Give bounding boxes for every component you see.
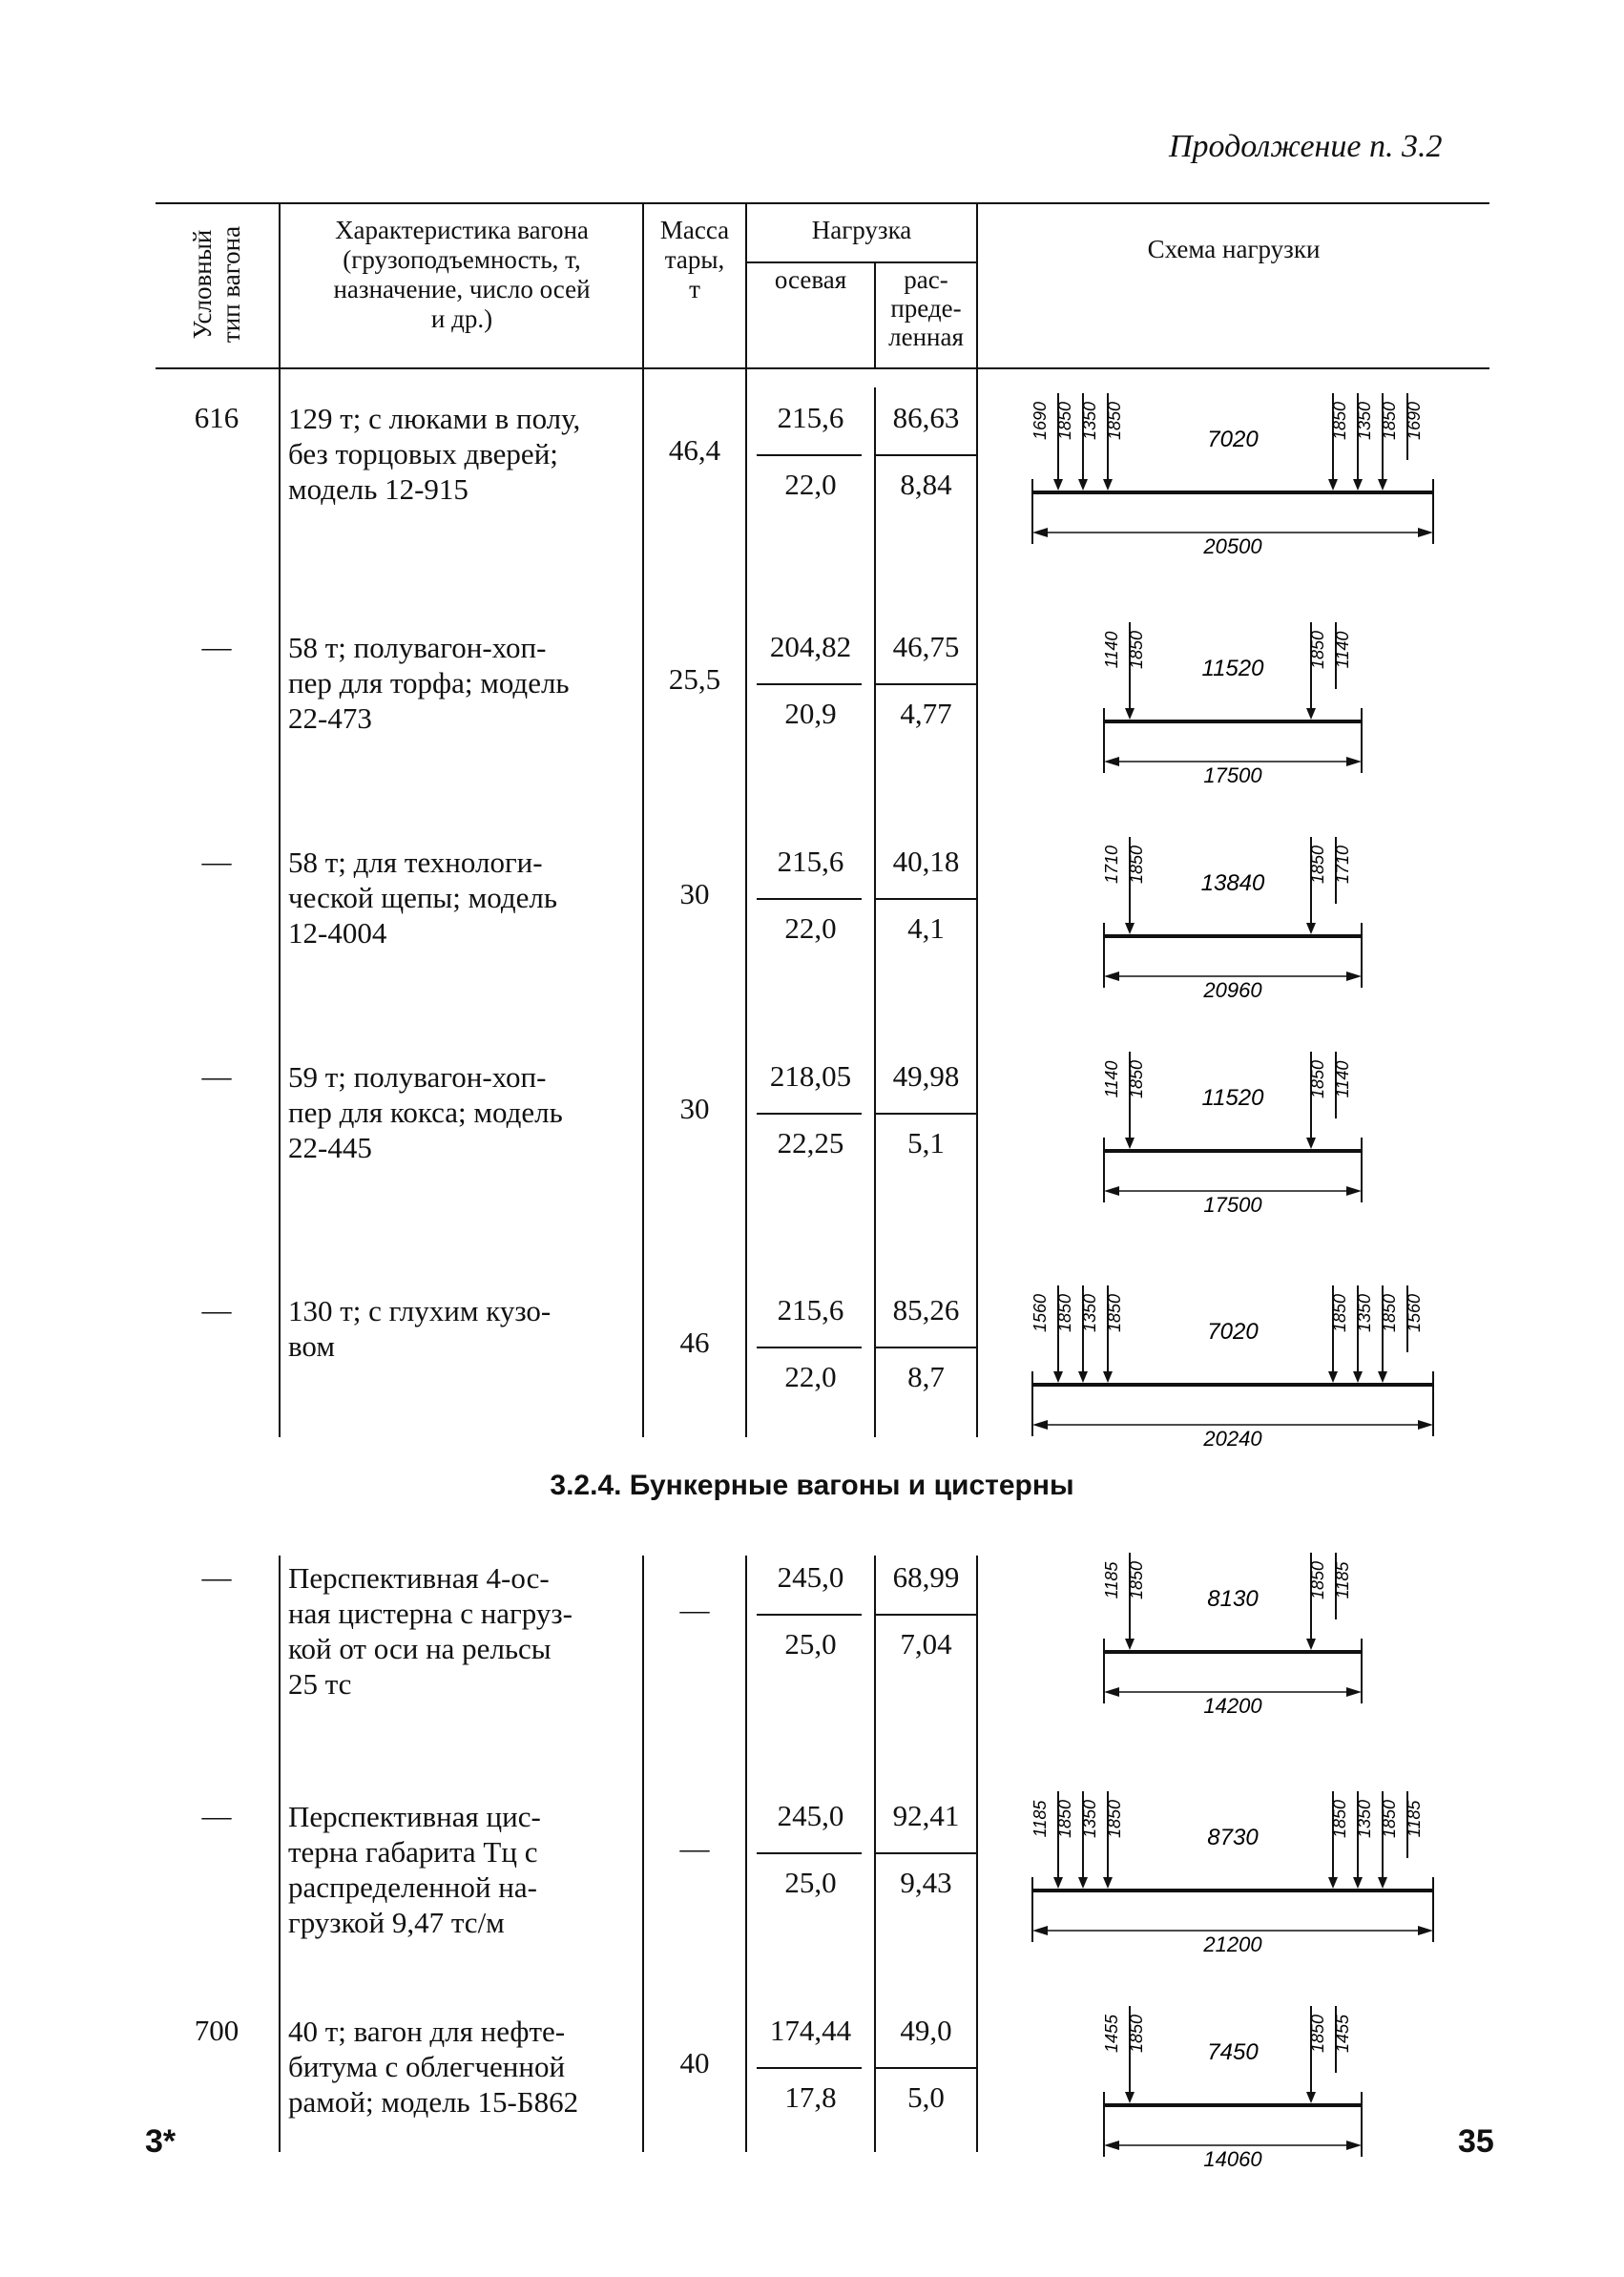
load-split-rule [876, 683, 976, 685]
load-split-rule [876, 1852, 976, 1854]
scheme-mid-spacing: 7020 [1207, 427, 1259, 452]
scheme-mid-spacing: 7020 [1207, 1319, 1259, 1345]
type-cell: — [201, 630, 232, 663]
characteristic-line: Перспективная 4-ос- [288, 1561, 550, 1595]
scheme-spacing-label: 1850 [1127, 845, 1146, 885]
mass-cell: 30 [679, 1092, 710, 1125]
scheme-arrow-right [1346, 757, 1362, 766]
axial-load-tf: 25,0 [784, 1866, 837, 1899]
scheme-spacing-label: 1850 [1127, 1059, 1146, 1099]
scheme-total-length: 17500 [1203, 1193, 1262, 1217]
axial-load-kn: 174,44 [769, 2014, 852, 2047]
scheme-arrow-right [1346, 2141, 1362, 2150]
scheme-arrow-right [1346, 971, 1362, 981]
distributed-load-kn: 85,26 [892, 1293, 960, 1327]
scheme-spacing-label: 1850 [1308, 1059, 1327, 1099]
scheme-spacing-label: 1690 [1405, 401, 1424, 441]
characteristic-line: Перспективная цис- [288, 1800, 541, 1833]
scheme-spacing-label: 1850 [1105, 1293, 1124, 1333]
load-split-rule [757, 1852, 862, 1854]
scheme-axle-arrowhead [1125, 708, 1135, 720]
axial-load-kn: 204,82 [769, 630, 852, 663]
table-top-rule [156, 202, 1489, 204]
scheme-axle-arrowhead [1053, 479, 1063, 491]
scheme-arrow-right [1346, 1687, 1362, 1697]
load-split-rule [757, 898, 862, 900]
axial-load-tf: 22,0 [784, 911, 837, 945]
scheme-spacing-label: 1850 [1330, 401, 1349, 441]
scheme-arrow-right [1346, 1186, 1362, 1196]
head-type: Условный тип вагона [188, 225, 245, 344]
axial-load-tf: 22,25 [777, 1126, 844, 1159]
load-scheme-diagram [1094, 618, 1371, 790]
scheme-spacing-label: 1850 [1105, 401, 1124, 441]
mass-cell: 40 [679, 2046, 710, 2079]
scheme-arrow-left [1032, 528, 1048, 537]
scheme-axle-arrowhead [1306, 1138, 1316, 1149]
scheme-spacing-label: 1850 [1055, 1799, 1074, 1839]
axial-load-kn: 215,6 [777, 1293, 844, 1327]
characteristic-line: 58 т; для технологи- [288, 846, 543, 879]
characteristic-line: 22-473 [288, 701, 372, 735]
characteristic-cell [288, 1799, 641, 1940]
type-cell: 616 [194, 401, 239, 434]
scheme-axle-arrowhead [1103, 1877, 1113, 1889]
characteristic-cell [288, 845, 641, 950]
load-scheme-diagram [1094, 2002, 1371, 2174]
scheme-spacing-label: 1350 [1355, 1293, 1374, 1333]
scheme-axle-arrowhead [1378, 1371, 1387, 1383]
scheme-axle-arrowhead [1328, 1371, 1338, 1383]
scheme-spacing-label: 1850 [1380, 401, 1399, 441]
head-divider [279, 202, 281, 368]
scheme-spacing-label: 1850 [1105, 1799, 1124, 1839]
characteristic-line: кой от оси на рельсы [288, 1632, 552, 1665]
mass-cell: 30 [679, 877, 710, 910]
scheme-spacing-label: 1850 [1055, 1293, 1074, 1333]
scheme-mid-spacing: 11520 [1201, 656, 1264, 681]
scheme-axle-arrowhead [1078, 479, 1088, 491]
scheme-arrow-left [1104, 1186, 1119, 1196]
head-characteristic: Характеристика вагона (грузоподъемность, т, назначение, число осей и др.) [333, 216, 591, 333]
scheme-spacing-label: 1140 [1333, 631, 1352, 669]
scheme-axle-arrowhead [1053, 1371, 1063, 1383]
characteristic-line: пер для кокса; модель [288, 1096, 563, 1129]
scheme-spacing-label: 1850 [1380, 1799, 1399, 1839]
distributed-load-kn: 49,98 [892, 1059, 960, 1093]
characteristic-cell [288, 401, 641, 507]
scheme-axle-arrowhead [1353, 479, 1363, 491]
scheme-arrow-right [1418, 1926, 1433, 1935]
mass-cell: 46,4 [668, 433, 721, 467]
scheme-axle-arrowhead [1103, 1371, 1113, 1383]
scheme-axle-arrowhead [1306, 923, 1316, 934]
scheme-axle-arrowhead [1306, 708, 1316, 720]
axial-load-kn: 245,0 [777, 1560, 844, 1594]
scheme-spacing-label: 1560 [1031, 1293, 1050, 1333]
characteristic-cell [288, 1560, 641, 1702]
type-cell: — [201, 1560, 232, 1594]
load-split-rule [757, 1113, 862, 1115]
distributed-load-tf: 8,7 [907, 1360, 945, 1393]
distributed-load-tf: 7,04 [900, 1627, 952, 1661]
distributed-load-tf: 8,84 [900, 468, 952, 501]
characteristic-line: ческой щепы; модель [288, 881, 557, 914]
scheme-axle-arrowhead [1125, 1138, 1135, 1149]
body-divider [976, 1556, 978, 2152]
scheme-spacing-label: 1560 [1405, 1293, 1424, 1333]
body-divider [279, 368, 281, 1437]
characteristic-line: 130 т; с глухим кузо- [288, 1294, 552, 1327]
scheme-axle-arrowhead [1378, 479, 1387, 491]
scheme-axle-arrowhead [1125, 923, 1135, 934]
axial-load-kn: 218,05 [769, 1059, 852, 1093]
mass-cell: 46 [679, 1326, 710, 1359]
characteristic-cell [288, 630, 641, 736]
load-split-rule [757, 2067, 862, 2069]
scheme-axle-arrowhead [1078, 1371, 1088, 1383]
load-split-rule [876, 2067, 976, 2069]
characteristic-line: 22-445 [288, 1131, 372, 1164]
characteristic-line: битума с облегченной [288, 2050, 566, 2083]
scheme-total-length: 20240 [1203, 1427, 1262, 1451]
scheme-total-length: 17500 [1203, 763, 1262, 787]
distributed-load-tf: 9,43 [900, 1866, 952, 1899]
distributed-load-kn: 49,0 [900, 2014, 952, 2047]
load-split-rule [876, 898, 976, 900]
load-scheme-diagram [1023, 1787, 1443, 1959]
load-scheme-diagram [1094, 1549, 1371, 1721]
axial-load-tf: 25,0 [784, 1627, 837, 1661]
characteristic-line: 129 т; с люками в полу, [288, 402, 581, 435]
scheme-mid-spacing: 7450 [1207, 2039, 1259, 2065]
characteristic-cell [288, 1059, 641, 1165]
scheme-arrow-left [1032, 1926, 1048, 1935]
page-number: 35 [1458, 2123, 1494, 2160]
scheme-axle-arrowhead [1353, 1877, 1363, 1889]
scheme-spacing-label: 1850 [1380, 1293, 1399, 1333]
scheme-spacing-label: 1850 [1330, 1799, 1349, 1839]
load-scheme-diagram [1023, 389, 1443, 561]
distributed-load-kn: 68,99 [892, 1560, 960, 1594]
characteristic-line: вом [288, 1329, 335, 1363]
nagruzka-rule [745, 261, 976, 263]
scheme-spacing-label: 1455 [1333, 2014, 1352, 2054]
scheme-total-length: 14060 [1203, 2147, 1262, 2171]
characteristic-cell [288, 2014, 641, 2120]
scheme-axle-arrowhead [1125, 1639, 1135, 1650]
mass-cell: 25,5 [668, 662, 721, 696]
scheme-axle-arrowhead [1103, 479, 1113, 491]
scheme-arrow-left [1104, 1687, 1119, 1697]
scheme-mid-spacing: 13840 [1200, 870, 1265, 896]
scheme-spacing-label: 1850 [1308, 630, 1327, 670]
load-split-rule [757, 683, 862, 685]
scheme-spacing-label: 1455 [1102, 2014, 1121, 2054]
mass-cell: — [679, 1831, 710, 1865]
scheme-spacing-label: 1350 [1355, 401, 1374, 441]
characteristic-line: 12-4004 [288, 916, 387, 950]
distributed-load-kn: 46,75 [892, 630, 960, 663]
characteristic-cell [288, 1293, 641, 1364]
scheme-mid-spacing: 8730 [1207, 1825, 1259, 1850]
characteristic-line: модель 12-915 [288, 472, 468, 506]
scheme-mid-spacing: 8130 [1207, 1586, 1259, 1612]
body-divider [279, 1556, 281, 2152]
head-mass: Масса тары, т [659, 216, 730, 303]
mass-cell: — [679, 1593, 710, 1626]
characteristic-line: грузкой 9,47 тс/м [288, 1906, 505, 1939]
scheme-spacing-label: 1140 [1333, 1060, 1352, 1098]
characteristic-line: ная цистерна с нагруз- [288, 1597, 573, 1630]
characteristic-line: рамой; модель 15-Б862 [288, 2085, 579, 2119]
scheme-axle-arrowhead [1353, 1371, 1363, 1383]
table-head-rule [156, 367, 1489, 369]
scheme-spacing-label: 1350 [1080, 401, 1099, 441]
distributed-load-kn: 40,18 [892, 845, 960, 878]
axial-load-tf: 22,0 [784, 1360, 837, 1393]
type-cell: — [201, 1293, 232, 1327]
head-load-axial: осевая [774, 265, 847, 294]
axial-load-tf: 20,9 [784, 697, 837, 730]
scheme-spacing-label: 1850 [1308, 1560, 1327, 1600]
scheme-spacing-label: 1850 [1127, 1560, 1146, 1600]
characteristic-line: 25 тс [288, 1667, 352, 1701]
distributed-load-tf: 4,77 [900, 697, 952, 730]
scheme-arrow-left [1104, 2141, 1119, 2150]
scheme-spacing-label: 1690 [1031, 401, 1050, 441]
scheme-spacing-label: 1350 [1080, 1799, 1099, 1839]
scheme-spacing-label: 1850 [1308, 2014, 1327, 2054]
load-split-rule [876, 1347, 976, 1348]
load-split-rule [757, 1614, 862, 1616]
scheme-axle-arrowhead [1078, 1877, 1088, 1889]
scheme-spacing-label: 1850 [1330, 1293, 1349, 1333]
body-divider [976, 368, 978, 1437]
characteristic-line: распределенной на- [288, 1870, 537, 1904]
characteristic-line: терна габарита Тц с [288, 1835, 538, 1869]
scheme-axle-arrowhead [1053, 1877, 1063, 1889]
load-scheme-diagram [1094, 833, 1371, 1005]
type-cell: — [201, 845, 232, 878]
characteristic-line: без торцовых дверей; [288, 437, 558, 470]
scheme-total-length: 20500 [1203, 534, 1262, 558]
distributed-load-tf: 4,1 [907, 911, 945, 945]
scheme-spacing-label: 1850 [1055, 401, 1074, 441]
scheme-spacing-label: 1185 [1333, 1561, 1352, 1599]
scheme-axle-arrowhead [1378, 1877, 1387, 1889]
scheme-spacing-label: 1350 [1355, 1799, 1374, 1839]
characteristic-line: 40 т; вагон для нефте- [288, 2015, 566, 2048]
scheme-spacing-label: 1185 [1405, 1800, 1424, 1838]
load-scheme-diagram [1023, 1282, 1443, 1453]
body-divider [745, 368, 747, 1437]
scheme-axle-arrowhead [1328, 479, 1338, 491]
scheme-axle-arrowhead [1306, 2092, 1316, 2103]
axial-load-tf: 17,8 [784, 2080, 837, 2114]
load-split-rule [757, 1347, 862, 1348]
load-split-rule [876, 454, 976, 456]
distributed-load-kn: 92,41 [892, 1799, 960, 1832]
scheme-total-length: 20960 [1203, 978, 1262, 1002]
scheme-spacing-label: 1185 [1031, 1800, 1050, 1838]
distributed-load-tf: 5,1 [907, 1126, 945, 1159]
scheme-spacing-label: 1350 [1080, 1293, 1099, 1333]
distributed-load-tf: 5,0 [907, 2080, 945, 2114]
section-title: 3.2.4. Бункерные вагоны и цистерны [550, 1470, 1074, 1501]
load-scheme-diagram [1094, 1048, 1371, 1220]
scheme-spacing-label: 1710 [1333, 845, 1352, 885]
characteristic-line: пер для торфа; модель [288, 666, 570, 700]
scheme-axle-arrowhead [1328, 1877, 1338, 1889]
scheme-total-length: 14200 [1203, 1694, 1262, 1718]
scheme-axle-arrowhead [1125, 2092, 1135, 2103]
load-split-rule [876, 1113, 976, 1115]
footer-signature-mark: 3* [145, 2123, 177, 2160]
type-cell: 700 [194, 2014, 239, 2047]
scheme-spacing-label: 1185 [1102, 1561, 1121, 1599]
scheme-spacing-label: 1850 [1127, 630, 1146, 670]
scheme-total-length: 21200 [1203, 1932, 1262, 1956]
load-split-rule [757, 454, 862, 456]
axial-load-kn: 215,6 [777, 401, 844, 434]
axial-load-kn: 215,6 [777, 845, 844, 878]
axial-load-tf: 22,0 [784, 468, 837, 501]
distributed-load-kn: 86,63 [892, 401, 960, 434]
scheme-arrow-left [1104, 971, 1119, 981]
characteristic-line: 58 т; полувагон-хоп- [288, 631, 547, 664]
load-split-rule [876, 1614, 976, 1616]
type-cell: — [201, 1799, 232, 1832]
scheme-mid-spacing: 11520 [1201, 1085, 1264, 1111]
scheme-arrow-left [1032, 1420, 1048, 1430]
scheme-axle-arrowhead [1306, 1639, 1316, 1650]
head-load-distributed: рас- преде- ленная [888, 265, 964, 351]
continuation-note: Продолжение п. 3.2 [1169, 129, 1443, 164]
head-load: Нагрузка [811, 216, 912, 244]
scheme-arrow-left [1104, 757, 1119, 766]
scheme-arrow-right [1418, 1420, 1433, 1430]
scheme-spacing-label: 1140 [1102, 631, 1121, 669]
scheme-spacing-label: 1850 [1127, 2014, 1146, 2054]
scheme-spacing-label: 1140 [1102, 1060, 1121, 1098]
axial-load-kn: 245,0 [777, 1799, 844, 1832]
scheme-spacing-label: 1710 [1102, 845, 1121, 885]
type-cell: — [201, 1059, 232, 1093]
scheme-spacing-label: 1850 [1308, 845, 1327, 885]
head-scheme: Схема нагрузки [1147, 235, 1321, 263]
scheme-arrow-right [1418, 528, 1433, 537]
characteristic-line: 59 т; полувагон-хоп- [288, 1060, 547, 1094]
head-divider [976, 202, 978, 368]
